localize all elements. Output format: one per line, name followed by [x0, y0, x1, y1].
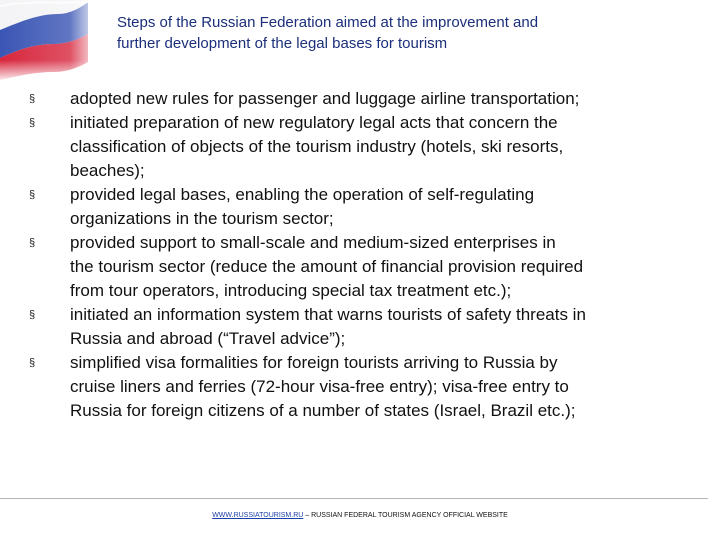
bullet-text-line: provided support to small-scale and medium-sized enterprises in — [70, 233, 556, 252]
square-bullet-icon: § — [29, 117, 36, 129]
bullet-item — [29, 231, 710, 303]
footer — [0, 511, 720, 521]
square-bullet-icon: § — [29, 93, 36, 105]
slide-title-line: Steps of the Russian Federation aimed at the improvement and — [117, 14, 539, 31]
bullet-text-line: from tour operators, introducing special tax treatment etc.); — [70, 281, 512, 300]
bullet-item — [29, 111, 710, 183]
bullet-item — [29, 351, 710, 423]
bullet-text-line: initiated an information system that warns tourists of safety threats in — [70, 305, 586, 324]
bullet-text-line: Russia and abroad (“Travel advice”); — [70, 329, 346, 348]
bullet-text-line: simplified visa formalities for foreign tourists arriving to Russia by — [70, 353, 558, 372]
square-bullet-icon: § — [29, 357, 36, 369]
footer-divider — [0, 498, 708, 499]
bullet-text-line: Russia for foreign citizens of a number of states (Israel, Brazil etc.); — [70, 401, 576, 420]
bullet-text-line: the tourism sector (reduce the amount of financial provision required — [70, 257, 584, 276]
square-bullet-icon: § — [29, 309, 36, 321]
website-link[interactable]: WWW.RUSSIATOURISM.RU — [212, 512, 304, 519]
slide-title-line: further development of the legal bases for tourism — [117, 35, 448, 52]
square-bullet-icon: § — [29, 237, 36, 249]
square-bullet-icon: § — [29, 189, 36, 201]
bullet-text-line: organizations in the tourism sector; — [70, 209, 334, 228]
bullet-item — [29, 87, 710, 111]
bullet-text-line: initiated preparation of new regulatory legal acts that concern the — [70, 113, 558, 132]
bullet-text-line: classification of objects of the tourism industry (hotels, ski resorts, — [70, 137, 564, 156]
bullet-item — [29, 303, 710, 351]
bullet-text-line: adopted new rules for passenger and luggage airline transportation; — [70, 89, 580, 108]
bullet-list — [29, 87, 710, 423]
bullet-text-line: provided legal bases, enabling the operation of self-regulating — [70, 185, 535, 204]
bullet-item — [29, 183, 710, 231]
slide-title — [117, 12, 707, 54]
bullet-text-line: cruise liners and ferries (72-hour visa-free entry); visa-free entry to — [70, 377, 569, 396]
footer-caption: – RUSSIAN FEDERAL TOURISM AGENCY OFFICIAL WEBSITE — [303, 512, 508, 519]
bullet-text-line: beaches); — [70, 161, 145, 180]
russian-flag-logo — [0, 0, 100, 80]
